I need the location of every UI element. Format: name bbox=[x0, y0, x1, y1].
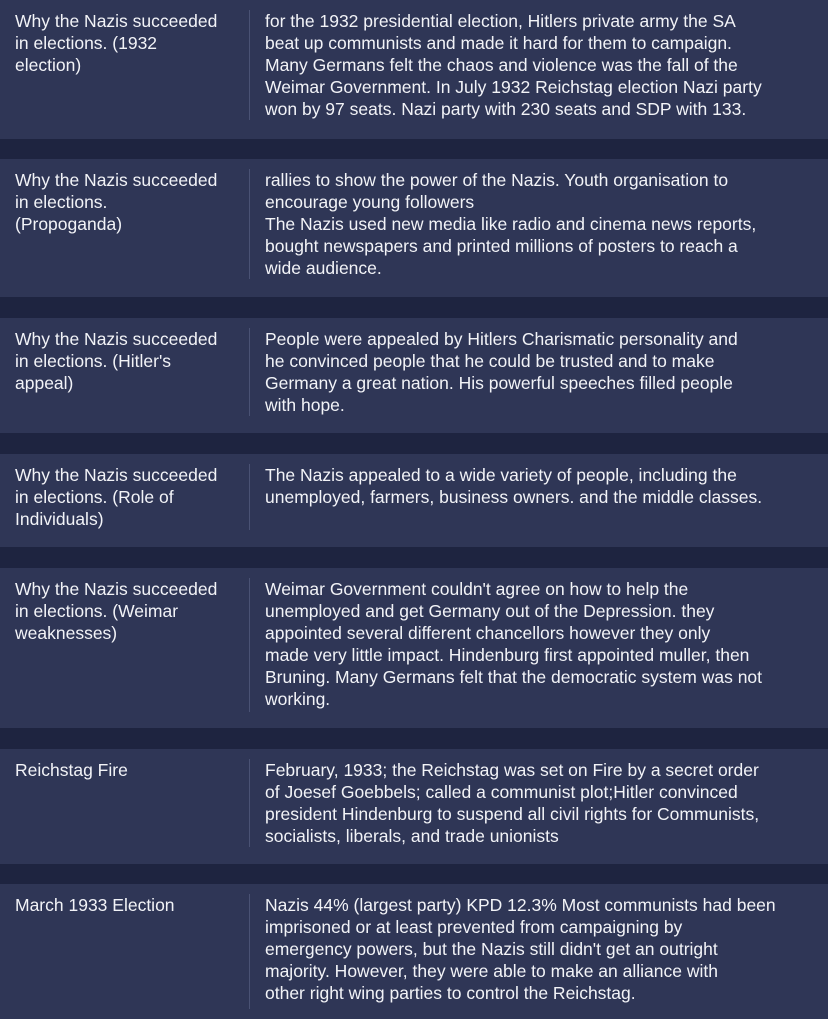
flashcard-definition: for the 1932 presidential election, Hitlers private army the SA beat up communists and made it hard for them to campaign. Many Germans felt the chaos and violence was the fall of the Weimar Government. In July 1932 Reichstag election Nazi party won by 97 seats. Nazi party with 230 seats and SDP with 133. bbox=[265, 11, 762, 119]
flashcard-term: March 1933 Election bbox=[15, 895, 175, 915]
flashcard-term: Why the Nazis succeeded in elections. (1932 election) bbox=[15, 11, 218, 75]
flashcard-divider bbox=[249, 10, 250, 120]
flashcard-divider bbox=[249, 169, 250, 279]
flashcard-definition: The Nazis appealed to a wide variety of people, including the unemployed, farmers, business owners. and the middle classes. bbox=[265, 465, 763, 507]
flashcard[interactable] bbox=[0, 318, 828, 433]
flashcard-term: Why the Nazis succeeded in elections. (Propoganda) bbox=[15, 170, 218, 234]
flashcard-definition: February, 1933; the Reichstag was set on Fire by a secret order of Joesef Goebbels; called a communist plot;Hitler convinced president Hindenburg to suspend all civil rights for Communists, socialists, liberals, and trade unionists bbox=[265, 760, 760, 846]
flashcard-divider bbox=[249, 328, 250, 416]
flashcard-divider bbox=[249, 894, 250, 1009]
flashcard-definition: People were appealed by Hitlers Charismatic personality and he convinced people that he could be trusted and to make Germany a great nation. His powerful speeches filled people with hope. bbox=[265, 329, 738, 415]
flashcard-term: Why the Nazis succeeded in elections. (Role of Individuals) bbox=[15, 465, 218, 529]
flashcard[interactable] bbox=[0, 454, 828, 547]
flashcard[interactable] bbox=[0, 0, 828, 139]
flashcard-definition: Weimar Government couldn't agree on how to help the unemployed and get Germany out of the Depression. they appointed several different chancellors however they only made very little impact. Hindenburg first appointed muller, then Bruning. Many Germans felt that the democratic system was not working. bbox=[265, 579, 763, 709]
flashcard-term: Why the Nazis succeeded in elections. (Hitler's appeal) bbox=[15, 329, 218, 393]
flashcard-divider bbox=[249, 578, 250, 712]
flashcard[interactable] bbox=[0, 568, 828, 728]
flashcard[interactable] bbox=[0, 159, 828, 297]
flashcard[interactable] bbox=[0, 884, 828, 1019]
flashcard-divider bbox=[249, 759, 250, 847]
flashcard-term: Reichstag Fire bbox=[15, 760, 128, 780]
flashcard-definition: rallies to show the power of the Nazis. Youth organisation to encourage young followers The Nazis used new media like radio and cinema news reports, bought newspapers and printed millions of posters to reach a wide audience. bbox=[265, 170, 757, 278]
flashcard-divider bbox=[249, 464, 250, 530]
flashcard[interactable] bbox=[0, 749, 828, 864]
flashcard-definition: Nazis 44% (largest party) KPD 12.3% Most communists had been imprisoned or at least prevented from campaigning by emergency powers, but the Nazis still didn't get an outright majority. However, they were able to make an alliance with other right wing parties to control the Reichstag. bbox=[265, 895, 776, 1003]
flashcard-term: Why the Nazis succeeded in elections. (Weimar weaknesses) bbox=[15, 579, 218, 643]
